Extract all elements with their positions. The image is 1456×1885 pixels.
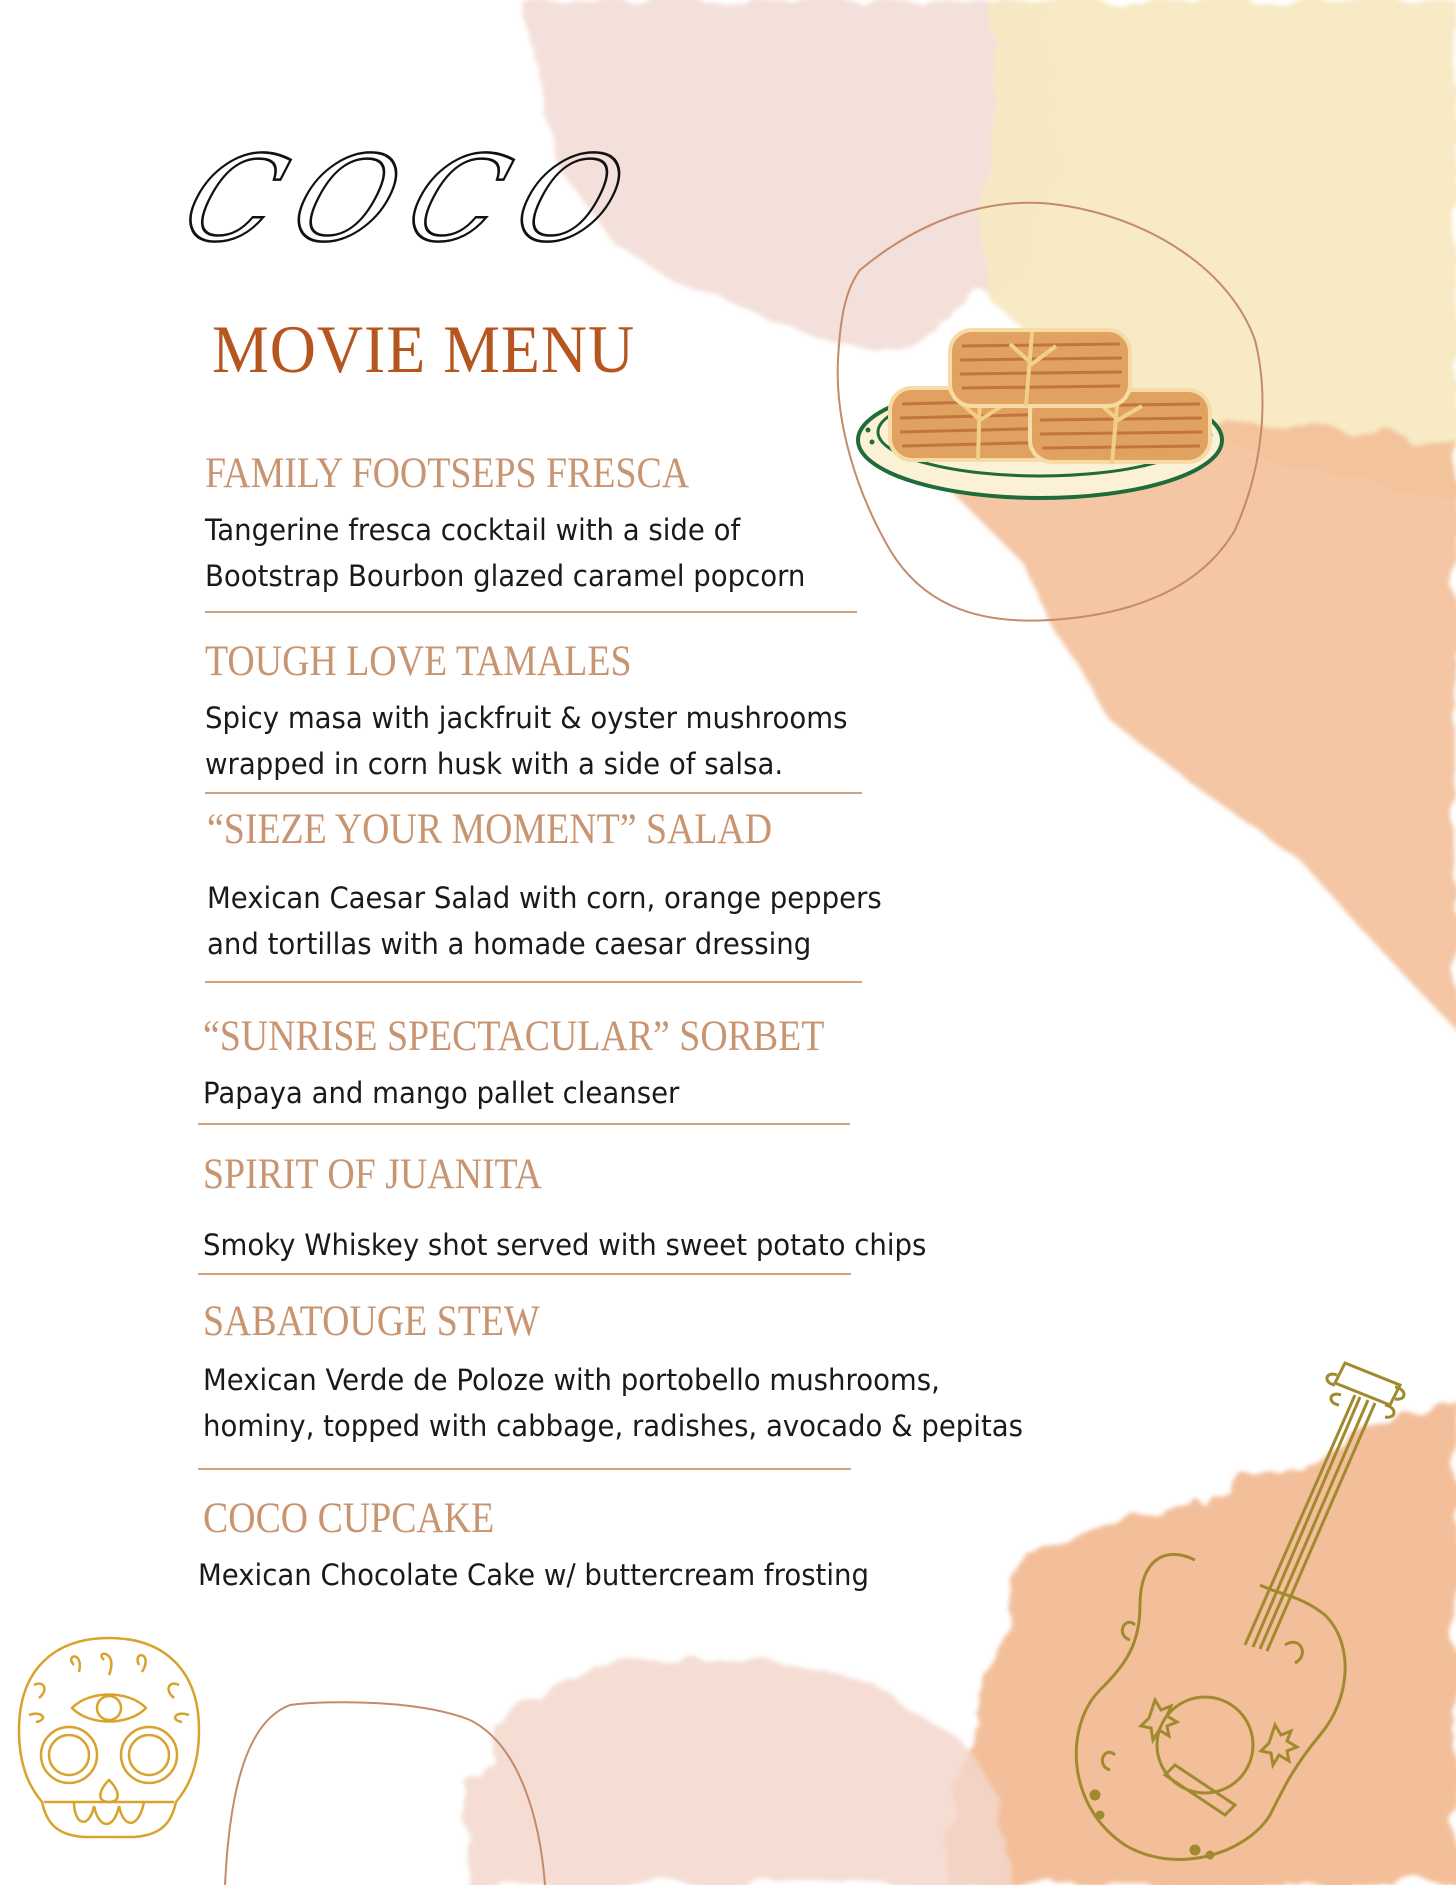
menu-item-description-line: Smoky Whiskey shot served with sweet potato chips	[203, 1228, 927, 1262]
divider	[198, 1468, 851, 1470]
tamales-plate-icon	[850, 320, 1230, 520]
menu-item-description-line: hominy, topped with cabbage, radishes, avocado & pepitas	[203, 1409, 1023, 1443]
menu-item	[205, 640, 881, 787]
guitar-icon	[1045, 1345, 1425, 1875]
sugar-skull-icon	[14, 1630, 204, 1845]
page-title: MOVIE MENU	[212, 311, 636, 387]
menu-item-description-line: Mexican Chocolate Cake w/ buttercream frosting	[198, 1558, 869, 1592]
menu-item-title: “SUNRISE SPECTACULAR” SORBET	[203, 1013, 825, 1060]
divider	[198, 1273, 851, 1275]
menu-item	[203, 1153, 964, 1268]
menu-item-title: COCO CUPCAKE	[203, 1495, 495, 1542]
divider	[205, 792, 862, 794]
script-title: COCO	[167, 130, 659, 268]
menu-item-description-line: Mexican Caesar Salad with corn, orange peppers	[207, 881, 882, 915]
menu-item-description-line: Spicy masa with jackfruit & oyster mushrooms	[205, 701, 848, 735]
menu-item-title: SABATOUGE STEW	[203, 1298, 540, 1345]
menu-item	[205, 452, 837, 599]
menu-item-title: FAMILY FOOTSEPS FRESCA	[205, 450, 690, 497]
menu-item-title: “SIEZE YOUR MOMENT” SALAD	[207, 806, 773, 853]
divider	[198, 1123, 850, 1125]
menu-item-description-line: Mexican Verde de Poloze with portobello mushrooms,	[203, 1363, 940, 1397]
menu-item	[207, 808, 917, 967]
menu-item-description-line: and tortillas with a homade caesar dressing	[207, 927, 812, 961]
divider	[205, 611, 857, 613]
divider	[205, 981, 862, 983]
menu-item	[203, 1015, 909, 1116]
menu-item-description-line: wrapped in corn husk with a side of salsa.	[205, 747, 784, 781]
menu-item	[203, 1300, 1066, 1449]
menu-item-title: TOUGH LOVE TAMALES	[205, 638, 632, 685]
menu-item	[198, 1495, 904, 1598]
menu-item-description-line: Bootstrap Bourbon glazed caramel popcorn	[205, 559, 806, 593]
menu-item-description-line: Tangerine fresca cocktail with a side of	[205, 513, 741, 547]
menu-item-title: SPIRIT OF JUANITA	[203, 1151, 542, 1198]
menu-item-description-line: Papaya and mango pallet cleanser	[203, 1076, 680, 1110]
